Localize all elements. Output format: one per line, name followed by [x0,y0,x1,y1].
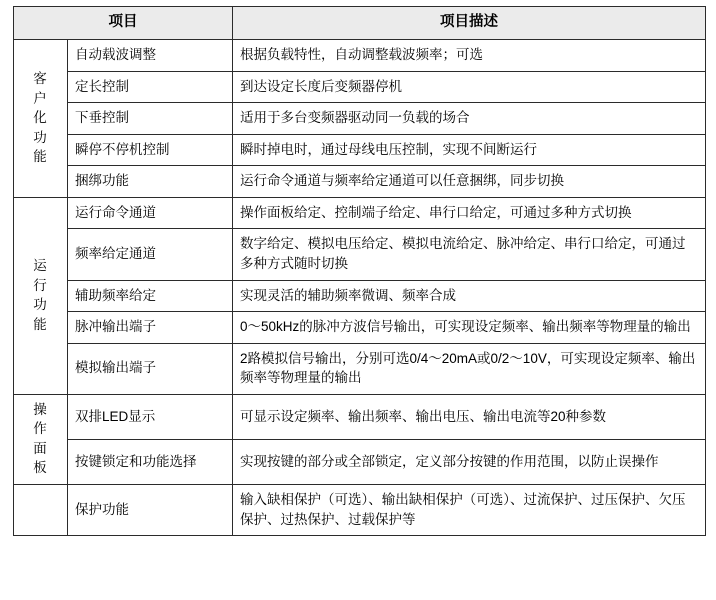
item-description: 适用于多台变频器驱动同一负载的场合 [233,103,706,135]
specification-table [13,6,706,536]
item-description: 实现灵活的辅助频率微调、频率合成 [233,280,706,312]
item-description: 可显示设定频率、输出频率、输出电压、输出电流等20种参数 [233,394,706,439]
item-name: 按键锁定和功能选择 [68,439,233,484]
table-row [14,343,706,394]
category-label-line: 作 [33,421,48,437]
item-name: 定长控制 [68,71,233,103]
category-label-line: 能 [33,149,48,165]
item-name: 自动载波调整 [68,40,233,72]
item-name: 保护功能 [68,485,233,536]
table-row [14,312,706,344]
item-name: 运行命令通道 [68,197,233,229]
column-header-item: 项目 [14,7,233,40]
item-description: 数字给定、模拟电压给定、模拟电流给定、脉冲给定、串行口给定，可通过多种方式随时切换 [233,229,706,280]
item-name: 脉冲输出端子 [68,312,233,344]
item-description: 到达设定长度后变频器停机 [233,71,706,103]
item-name: 模拟输出端子 [68,343,233,394]
table-row [14,485,706,536]
item-description: 根据负载特性，自动调整载波频率；可选 [233,40,706,72]
category-cell-customization [14,40,68,198]
item-description: 瞬时掉电时，通过母线电压控制，实现不间断运行 [233,134,706,166]
table-row [14,134,706,166]
category-label-line: 化 [33,110,48,126]
column-header-description: 项目描述 [233,7,706,40]
document-page [0,6,716,600]
item-name: 频率给定通道 [68,229,233,280]
table-row [14,439,706,484]
table-row [14,166,706,198]
table-row [14,280,706,312]
table-row [14,197,706,229]
table-row [14,40,706,72]
table-body [14,40,706,536]
item-description: 运行命令通道与频率给定通道可以任意捆绑，同步切换 [233,166,706,198]
category-label-line: 功 [33,297,48,313]
category-label-line: 运 [33,258,48,274]
item-description: 操作面板给定、控制端子给定、串行口给定，可通过多种方式切换 [233,197,706,229]
category-label-line: 操 [33,401,48,417]
category-label-line: 户 [33,90,48,106]
category-label-line: 行 [33,277,48,293]
category-label-line: 功 [33,129,48,145]
table-header-row [14,7,706,40]
table-row [14,229,706,280]
item-name: 双排LED显示 [68,394,233,439]
item-name: 捆绑功能 [68,166,233,198]
item-name: 辅助频率给定 [68,280,233,312]
category-label-line: 板 [33,460,48,476]
category-label-line: 客 [33,71,48,87]
category-cell-empty [14,485,68,536]
item-name: 瞬停不停机控制 [68,134,233,166]
item-description: 0～50kHz的脉冲方波信号输出，可实现设定频率、输出频率等物理量的输出 [233,312,706,344]
item-name: 下垂控制 [68,103,233,135]
category-cell-operation [14,197,68,394]
item-description: 实现按键的部分或全部锁定，定义部分按键的作用范围，以防止误操作 [233,439,706,484]
table-row [14,103,706,135]
item-description: 2路模拟信号输出，分别可选0/4～20mA或0/2～10V，可实现设定频率、输出频率等物理量的输出 [233,343,706,394]
category-cell-operation-panel [14,394,68,484]
category-label-line: 面 [33,440,48,456]
table-header [14,7,706,40]
table-row [14,71,706,103]
category-label-line: 能 [33,316,48,332]
table-row [14,394,706,439]
item-description: 输入缺相保护（可选）、输出缺相保护（可选）、过流保护、过压保护、欠压保护、过热保护、过载保护等 [233,485,706,536]
